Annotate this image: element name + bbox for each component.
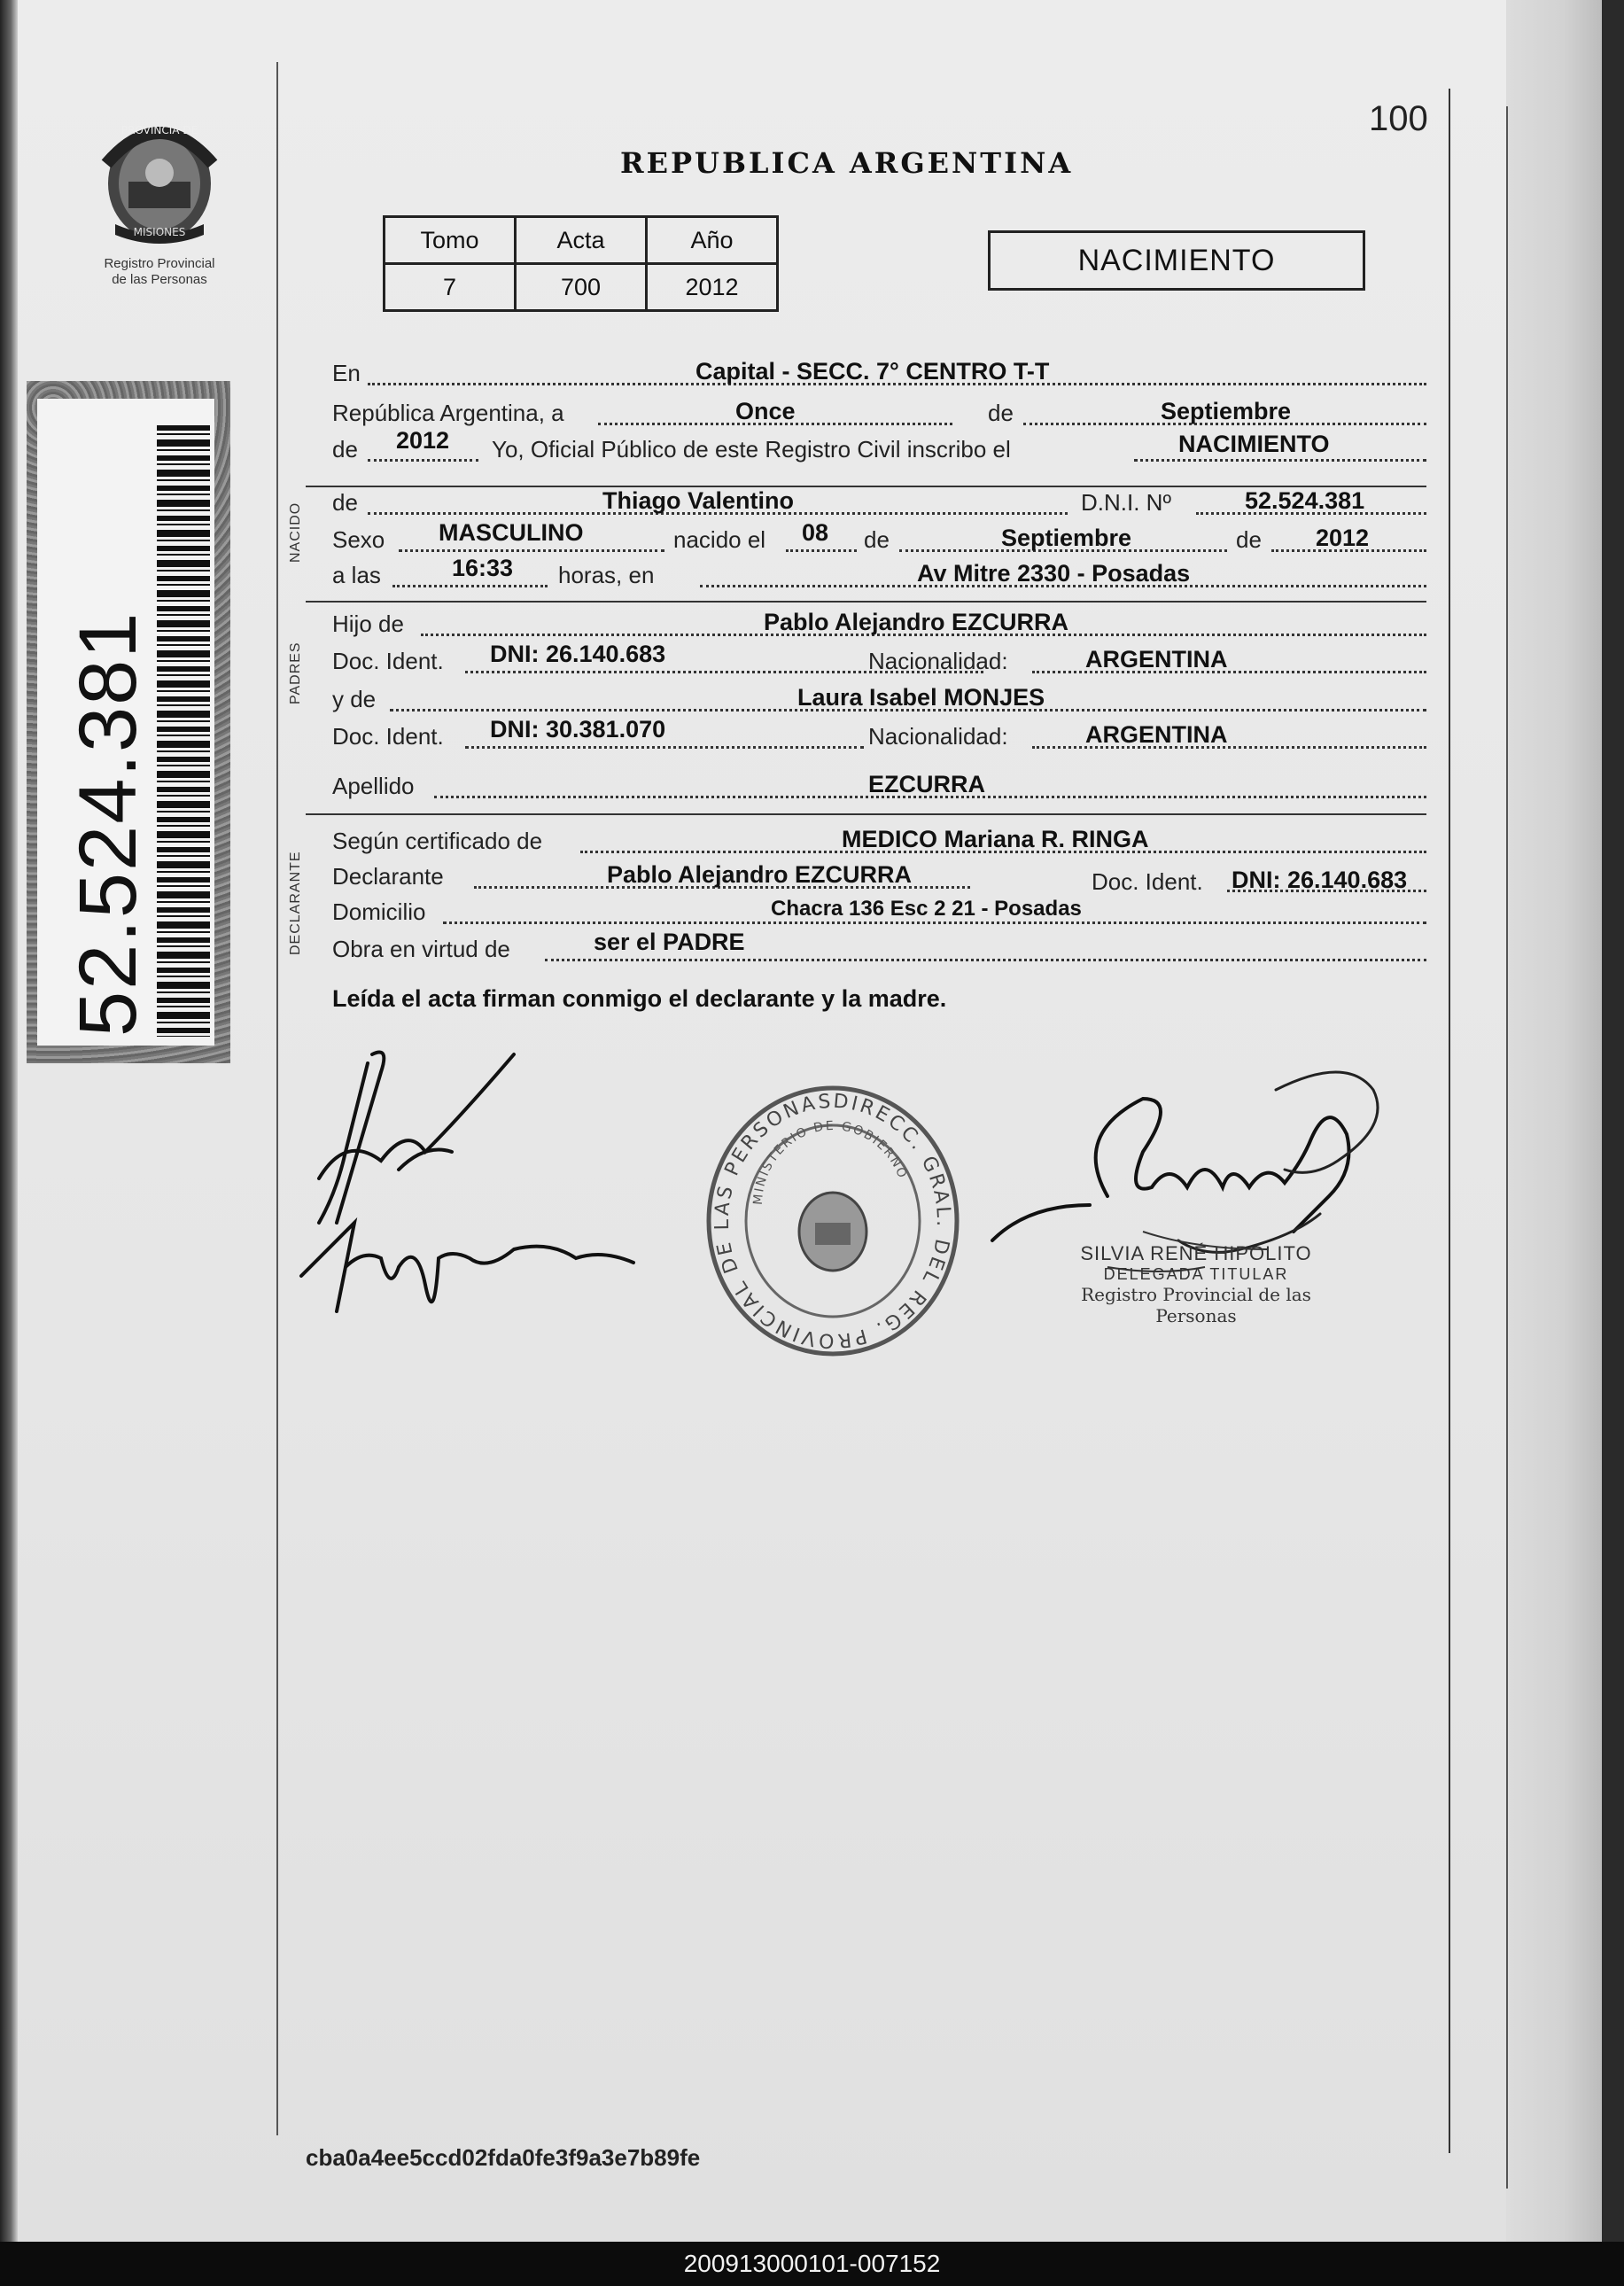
row-obra-virtud xyxy=(332,929,1426,968)
table-header-tomo: Tomo xyxy=(385,217,516,264)
dia-value: Once xyxy=(735,398,796,424)
republica-label: República Argentina, a xyxy=(332,400,564,426)
row-domicilio xyxy=(332,895,1426,930)
page-number: 100 xyxy=(1369,99,1428,138)
declarante-label: Declarante xyxy=(332,863,444,890)
nombre-value: Thiago Valentino xyxy=(602,487,795,514)
fill-line xyxy=(399,549,664,552)
fill-line xyxy=(1134,459,1426,462)
inscribo-value: NACIMIENTO xyxy=(1178,431,1330,457)
y-de-label: y de xyxy=(332,686,377,712)
closing-statement: Leída el acta firman conmigo el declarante y la madre. xyxy=(332,985,947,1012)
certificado-value: MEDICO Mariana R. RINGA xyxy=(842,826,1149,852)
horas-en-label: horas, en xyxy=(558,562,655,588)
country-title: REPUBLICA ARGENTINA xyxy=(620,146,1074,180)
record-type-box: NACIMIENTO xyxy=(988,230,1365,291)
barcode-bars-icon xyxy=(157,425,210,1037)
section-label-padres: PADRES xyxy=(288,641,303,704)
section-label-declarante: DECLARANTE xyxy=(288,851,303,955)
anio-value: 2012 xyxy=(396,427,450,454)
stamp-inner-text: MINISTERIO DE GOBIERNO xyxy=(750,1118,910,1206)
row-nombre xyxy=(332,486,1426,521)
registry-logo xyxy=(75,111,244,288)
table-cell-anio: 2012 xyxy=(647,264,778,311)
dni-label: D.N.I. Nº xyxy=(1081,489,1171,516)
nac-de-label: de xyxy=(864,526,890,553)
nac-de2-label: de xyxy=(1236,526,1262,553)
nac-anio-value: 2012 xyxy=(1316,525,1370,551)
padre-doc-value: DNI: 26.140.683 xyxy=(490,641,666,667)
crest-ribbon-text: MISIONES xyxy=(133,226,186,238)
declarante-value: Pablo Alejandro EZCURRA xyxy=(607,861,913,888)
signer-block xyxy=(1045,1242,1347,1326)
oficial-text: Yo, Oficial Público de este Registro Civil inscribo el xyxy=(492,436,1011,463)
logo-caption xyxy=(75,256,244,288)
table-row xyxy=(385,264,778,311)
padre-value: Pablo Alejandro EZCURRA xyxy=(764,609,1069,635)
obra-label: Obra en virtud de xyxy=(332,936,510,962)
row-madre-doc xyxy=(332,716,1426,755)
lugar-value: Av Mitre 2330 - Posadas xyxy=(917,560,1191,587)
fill-line xyxy=(392,585,548,587)
barcode-inner xyxy=(37,399,214,1046)
signer-role: DELEGADA TITULAR xyxy=(1103,1265,1289,1283)
row-lugar-inscripcion xyxy=(332,356,1426,392)
table-header-row xyxy=(385,217,778,264)
nac-dia-value: 08 xyxy=(802,519,829,546)
madre-doc-value: DNI: 30.381.070 xyxy=(490,716,666,743)
fill-line xyxy=(545,959,1426,961)
dni-value: 52.524.381 xyxy=(1245,487,1365,514)
a-las-label: a las xyxy=(332,562,381,588)
padre-doc-label: Doc. Ident. xyxy=(332,648,444,674)
section-divider xyxy=(306,601,1426,603)
section-divider xyxy=(306,813,1426,815)
mes-value: Septiembre xyxy=(1161,398,1292,424)
de-label: de xyxy=(988,400,1014,426)
nombre-label: de xyxy=(332,489,358,516)
declarante-signature xyxy=(284,1037,656,1338)
certificado-label: Según certificado de xyxy=(332,828,543,854)
apellido-value: EZCURRA xyxy=(868,771,985,797)
apellido-label: Apellido xyxy=(332,773,415,799)
official-stamp xyxy=(700,1081,966,1365)
row-padre xyxy=(332,607,1426,642)
stamp-outer-text: DIRECC. GRAL. DEL REG. PROVINCIAL DE LAS PERSONAS xyxy=(711,1090,955,1352)
stacked-pages-edge xyxy=(1506,0,1602,2242)
section-label-nacido: NACIDO xyxy=(288,502,303,563)
signer-office: Registro Provincial de las Personas xyxy=(1081,1284,1311,1326)
domicilio-label: Domicilio xyxy=(332,898,426,925)
tomo-acta-table xyxy=(383,215,779,312)
madre-nacionalidad-label: Nacionalidad: xyxy=(868,723,1008,750)
madre-nacionalidad-value: ARGENTINA xyxy=(1085,721,1228,748)
barcode-label xyxy=(27,381,230,1063)
row-oficial xyxy=(332,427,1426,468)
fill-line xyxy=(465,746,864,749)
logo-caption-line2: de las Personas xyxy=(112,272,207,287)
madre-value: Laura Isabel MONJES xyxy=(797,684,1045,711)
domicilio-value: Chacra 136 Esc 2 21 - Posadas xyxy=(771,897,1082,921)
row-fecha-inscripcion xyxy=(332,396,1426,432)
table-cell-tomo: 7 xyxy=(385,264,516,311)
crest-arc-text: PROVINCIA DE xyxy=(120,124,198,136)
signer-name: SILVIA RENÉ HIPOLITO xyxy=(1080,1242,1312,1264)
obra-value: ser el PADRE xyxy=(594,929,745,955)
sexo-label: Sexo xyxy=(332,526,385,553)
padre-nacionalidad-value: ARGENTINA xyxy=(1085,646,1228,673)
en-label: En xyxy=(332,360,361,386)
fill-line xyxy=(443,921,1426,924)
row-hora-lugar xyxy=(332,555,1426,594)
table-header-acta: Acta xyxy=(516,217,647,264)
madre-doc-label: Doc. Ident. xyxy=(332,723,444,750)
row-padre-doc xyxy=(332,641,1426,680)
document-hash: cba0a4ee5ccd02fda0fe3f9a3e7b89fe xyxy=(306,2144,701,2171)
misiones-crest-icon xyxy=(89,111,230,253)
row-madre xyxy=(332,682,1426,718)
hijo-de-label: Hijo de xyxy=(332,610,404,637)
sexo-value: MASCULINO xyxy=(439,519,584,546)
en-value: Capital - SECC. 7° CENTRO T-T xyxy=(695,358,1050,385)
binding-edge xyxy=(0,0,18,2242)
right-margin-rule xyxy=(1449,89,1450,2153)
barcode-number: 52.524.381 xyxy=(63,610,153,1037)
hora-value: 16:33 xyxy=(452,555,514,581)
logo-caption-line1: Registro Provincial xyxy=(104,256,215,271)
table-cell-acta: 700 xyxy=(516,264,647,311)
footer-id: 200913000101-007152 xyxy=(683,2250,941,2277)
row-sexo-nacimiento xyxy=(332,519,1426,558)
nac-mes-value: Septiembre xyxy=(1001,525,1132,551)
row-certificado xyxy=(332,824,1426,859)
footer-bar xyxy=(0,2242,1624,2286)
row-declarante xyxy=(332,859,1426,895)
nacido-el-label: nacido el xyxy=(673,526,766,553)
anio-de-label: de xyxy=(332,436,358,463)
fill-line xyxy=(368,459,478,462)
padre-nacionalidad-label: Nacionalidad: xyxy=(868,648,1008,674)
fill-line xyxy=(786,549,857,552)
declarante-doc-value: DNI: 26.140.683 xyxy=(1232,867,1408,893)
declarante-doc-label: Doc. Ident. xyxy=(1092,868,1203,895)
left-margin-rule xyxy=(276,62,278,2135)
table-header-anio: Año xyxy=(647,217,778,264)
row-apellido xyxy=(332,769,1426,805)
